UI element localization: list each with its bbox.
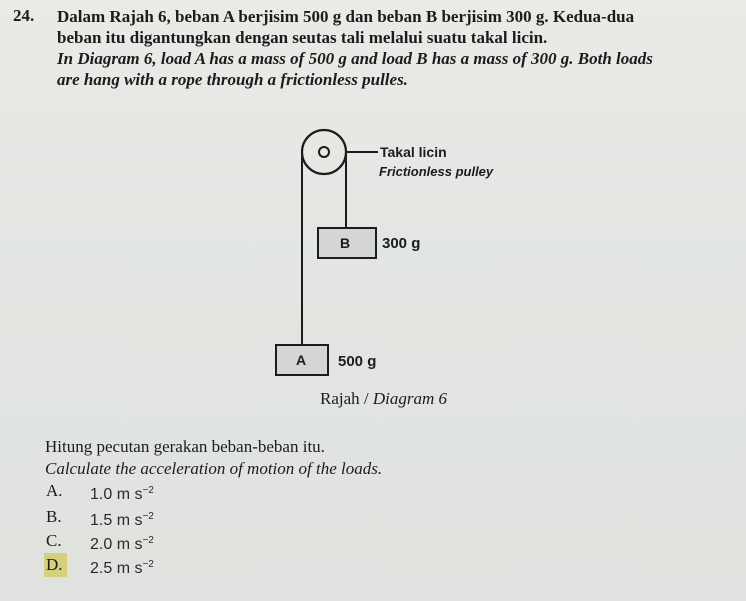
option-c-value: 2.0 m $s^{-2}$ bbox=[90, 535, 154, 553]
option-b-exponent: −2 bbox=[142, 511, 154, 522]
instruction-english: Calculate the acceleration of motion of the loads. bbox=[45, 459, 383, 478]
load-a-label: A bbox=[296, 352, 307, 368]
caption-english: Diagram 6 bbox=[372, 389, 448, 408]
pulley-label-malay: Takal licin bbox=[380, 144, 447, 160]
option-b[interactable] bbox=[45, 506, 154, 529]
load-b-mass: 300 g bbox=[382, 235, 421, 252]
question-number: 24. bbox=[13, 6, 35, 25]
caption-malay: Rajah bbox=[320, 389, 360, 408]
option-d-value: 2.5 m $s^{-2}$ bbox=[90, 559, 154, 577]
instruction-malay: Hitung pecutan gerakan beban-beban itu. bbox=[45, 437, 325, 456]
option-a-letter: A. bbox=[46, 481, 63, 500]
option-a-value: 1.0 m $s^{-2}$ bbox=[90, 485, 154, 503]
pulley-label-english: Frictionless pulley bbox=[379, 164, 494, 179]
question-text-english-line1: In Diagram 6, load A has a mass of 500 g and load B has a mass of 300 g. Both loads bbox=[57, 49, 653, 68]
diagram-caption bbox=[320, 389, 447, 409]
option-d-exponent: −2 bbox=[142, 559, 154, 570]
option-a-exponent: −2 bbox=[142, 485, 154, 496]
question-text-english-line2: are hang with a rope through a frictionless pulles. bbox=[57, 70, 408, 89]
option-b-value: 1.5 m $s^{-2}$ bbox=[90, 511, 154, 529]
option-c-letter: C. bbox=[46, 531, 62, 550]
pulley-icon bbox=[302, 130, 346, 174]
option-b-letter: B. bbox=[46, 507, 62, 526]
load-b-label: B bbox=[340, 235, 351, 251]
option-c-exponent: −2 bbox=[142, 535, 154, 546]
caption-separator: / bbox=[363, 389, 369, 408]
option-d[interactable] bbox=[45, 554, 154, 577]
question-text-malay-line2: beban itu digantungkan dengan seutas tali melalui suatu takal licin. bbox=[57, 28, 548, 47]
option-c[interactable] bbox=[45, 530, 154, 553]
option-a[interactable] bbox=[45, 480, 154, 503]
option-d-letter: D. bbox=[45, 554, 66, 576]
load-a-mass: 500 g bbox=[338, 353, 377, 370]
question-text-malay-line1: Dalam Rajah 6, beban A berjisim 500 g dan beban B berjisim 300 g. Kedua-dua bbox=[57, 7, 635, 26]
